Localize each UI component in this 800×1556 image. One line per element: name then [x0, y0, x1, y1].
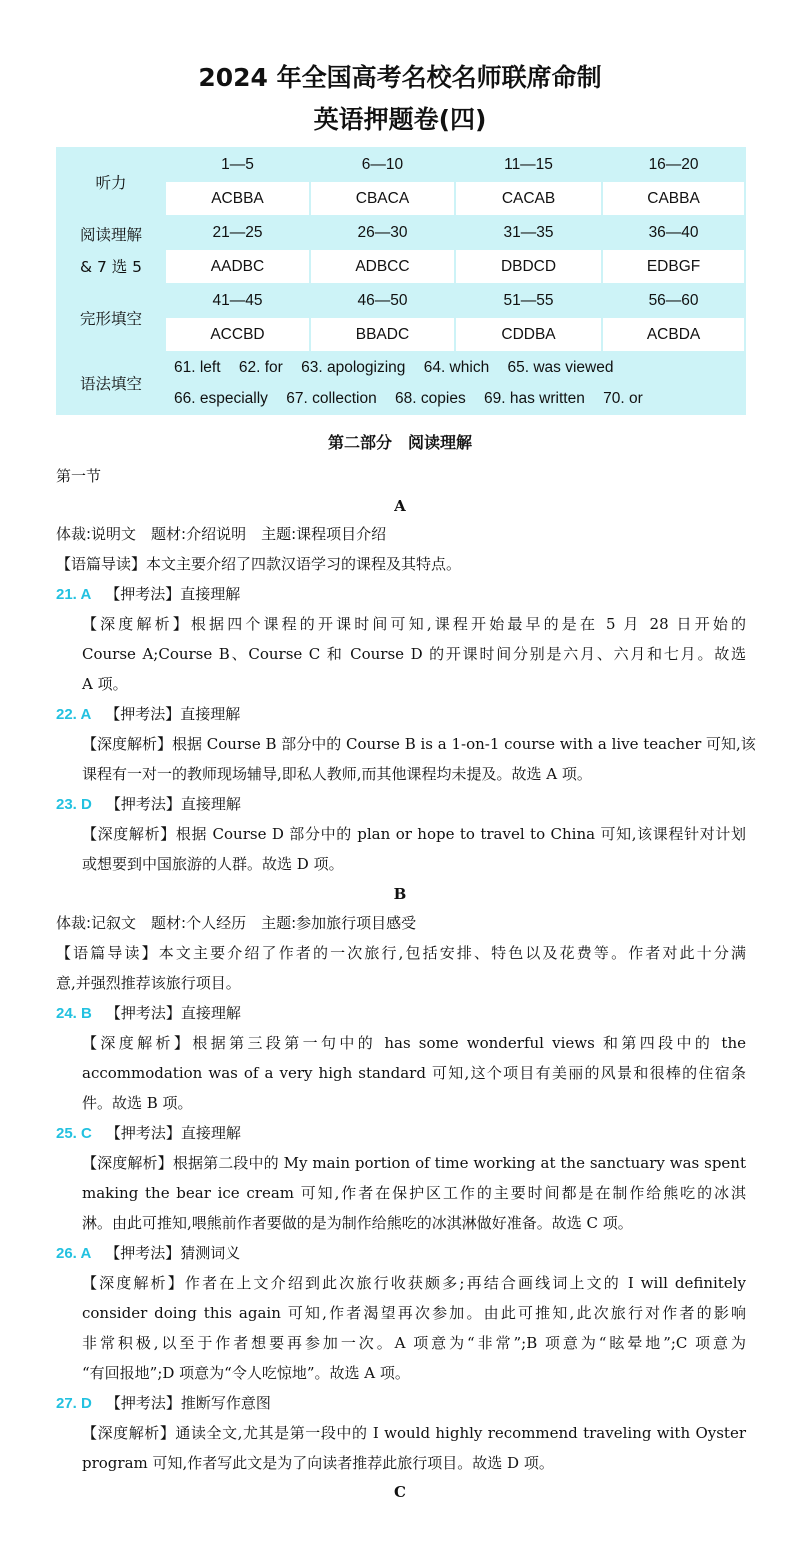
analysis-line: accommodation was of a very high standard 可知,这个项目有美丽的风景和很棒的住宿条 [82, 1064, 746, 1082]
analysis-line: 件。故选 B 项。 [82, 1094, 193, 1112]
answer-cell: ACBDA [602, 317, 745, 352]
question-method: 【押考法】直接理解 [105, 795, 241, 813]
question-method: 【押考法】直接理解 [105, 1124, 241, 1142]
grammar-answer: 64. which [423, 358, 490, 376]
analysis-line [82, 1418, 746, 1448]
analysis-label: 【深度解析】 [82, 1424, 176, 1442]
range-cell: 56—60 [602, 284, 745, 317]
question-header [56, 789, 746, 820]
analysis-line: 课程有一对一的教师现场辅导,即私人教师,而其他课程均未提及。故选 A 项。 [82, 765, 592, 783]
analysis-label: 【深度解析】 [82, 615, 191, 633]
table-row [57, 216, 745, 249]
question-number: 26. A [56, 1245, 92, 1262]
passage-letter-a: A [394, 497, 406, 515]
passage-meta: 体裁:说明文 题材:介绍说明 主题:课程项目介绍 [56, 525, 387, 543]
guide-text: 本文主要介绍了四款汉语学习的课程及其特点。 [146, 555, 462, 573]
analysis-label: 【深度解析】 [82, 1034, 193, 1052]
analysis-line: making the bear ice cream 可知,作者在保护区工作的主要时间都是在制作给熊吃的冰淇 [82, 1184, 746, 1202]
guide-text: 意,并强烈推荐该旅行项目。 [56, 974, 241, 992]
analysis-line [82, 1148, 746, 1178]
category-reading [57, 216, 165, 284]
question-method: 【押考法】推断写作意图 [105, 1394, 271, 1412]
part-title: 第二部分 阅读理解 [327, 433, 472, 452]
question-number: 25. C [56, 1125, 92, 1142]
guide-label: 【语篇导读】 [56, 555, 147, 573]
category-cloze: 完形填空 [57, 284, 165, 352]
passage-letter-b: B [393, 885, 407, 903]
analysis-label: 【深度解析】 [82, 1274, 185, 1292]
grammar-answer: 61. left [174, 358, 221, 376]
range-cell: 21—25 [165, 216, 310, 249]
analysis-line: “有回报地”;D 项意为“令人吃惊地”。故选 A 项。 [82, 1364, 410, 1382]
analysis-line: 淋。由此可推知,喂熊前作者要做的是为制作给熊吃的冰淇淋做好准备。故选 C 项。 [82, 1214, 633, 1232]
analysis-line: consider doing this again 可知,作者渴望再次参加。由此可推知,此次旅行对作者的影响 [82, 1304, 746, 1322]
page-title: 2024 年全国高考名校名师联席命制 [198, 63, 602, 92]
table-row [57, 148, 745, 181]
answer-cell: BBADC [310, 317, 455, 352]
answer-cell: EDBGF [602, 249, 745, 284]
question-header [56, 1118, 746, 1149]
grammar-answer: 67. collection [286, 389, 377, 407]
grammar-answer: 69. has written [484, 389, 585, 407]
question-header [56, 998, 746, 1029]
analysis-line [82, 729, 756, 759]
range-cell: 11—15 [455, 148, 602, 181]
question-header [56, 699, 746, 730]
question-number: 27. D [56, 1395, 92, 1412]
analysis-label: 【深度解析】 [82, 825, 176, 843]
question-method: 【押考法】猜测词义 [105, 1244, 241, 1262]
table-row [57, 284, 745, 317]
grammar-answer: 68. copies [395, 389, 466, 407]
range-cell: 51—55 [455, 284, 602, 317]
grammar-answers-row1 [165, 352, 745, 383]
passage-guide [56, 549, 746, 579]
analysis-text: 根据四个课程的开课时间可知,课程开始最早的是在 5 月 28 日开始的 [190, 615, 746, 633]
answer-cell: ADBCC [310, 249, 455, 284]
question-number: 23. D [56, 796, 92, 813]
analysis-text: 根据第三段第一句中的 has some wonderful views 和第四段中的 the [192, 1034, 746, 1052]
range-cell: 46—50 [310, 284, 455, 317]
grammar-answer: 62. for [238, 358, 283, 376]
analysis-line: 非常积极,以至于作者想要再参加一次。A 项意为“非常”;B 项意为“眩晕地”;C 项意为 [82, 1334, 746, 1352]
question-header [56, 1388, 746, 1419]
analysis-line [82, 819, 746, 849]
grammar-answer: 66. especially [174, 389, 268, 407]
analysis-text: 根据第二段中的 My main portion of time working at the sanctuary was spent [172, 1154, 746, 1172]
answer-cell: DBDCD [455, 249, 602, 284]
category-grammar: 语法填空 [57, 352, 165, 414]
question-header [56, 579, 746, 610]
answer-cell: AADBC [165, 249, 310, 284]
passage-letter-c: C [394, 1483, 406, 1501]
analysis-label: 【深度解析】 [82, 735, 173, 753]
answer-cell: CACAB [455, 181, 602, 216]
range-cell: 1—5 [165, 148, 310, 181]
analysis-label: 【深度解析】 [82, 1154, 173, 1172]
table-row [57, 352, 745, 383]
question-method: 【押考法】直接理解 [105, 1004, 241, 1022]
analysis-line [82, 609, 746, 639]
passage-meta: 体裁:记叙文 题材:个人经历 主题:参加旅行项目感受 [56, 914, 417, 932]
grammar-answers-row2 [165, 383, 745, 414]
grammar-answer: 65. was viewed [507, 358, 614, 376]
answer-cell: ACCBD [165, 317, 310, 352]
section-title: 第一节 [56, 467, 102, 485]
question-number: 21. A [56, 586, 92, 603]
range-cell: 26—30 [310, 216, 455, 249]
analysis-text: 作者在上文介绍到此次旅行收获颇多;再结合画线词上文的 I will definitely [184, 1274, 746, 1292]
passage-guide [56, 938, 746, 968]
answer-cell: ACBBA [165, 181, 310, 216]
range-cell: 6—10 [310, 148, 455, 181]
analysis-line: 或想要到中国旅游的人群。故选 D 项。 [82, 855, 344, 873]
category-listening: 听力 [57, 148, 165, 216]
analysis-text: 通读全文,尤其是第一段中的 I would highly recommend traveling with Oyster [175, 1424, 746, 1442]
category-reading-line2: & 7 选 5 [79, 258, 143, 276]
question-number: 24. B [56, 1005, 92, 1022]
grammar-answer: 70. or [603, 389, 643, 407]
answer-cell: CABBA [602, 181, 745, 216]
analysis-text: 根据 Course B 部分中的 Course B is a 1-on-1 course with a live teacher 可知,该 [172, 735, 756, 753]
answer-cell: CBACA [310, 181, 455, 216]
category-reading-line1: 阅读理解 [79, 226, 142, 244]
analysis-line [82, 1268, 746, 1298]
analysis-line [82, 1028, 746, 1058]
guide-label: 【语篇导读】 [56, 944, 159, 962]
analysis-line: Course A;Course B、Course C 和 Course D 的开课时间分别是六月、六月和七月。故选 [82, 645, 746, 663]
grammar-answer: 63. apologizing [301, 358, 406, 376]
question-number: 22. A [56, 706, 92, 723]
guide-text: 本文主要介绍了作者的一次旅行,包括安排、特色以及花费等。作者对此十分满 [158, 944, 746, 962]
question-method: 【押考法】直接理解 [105, 585, 241, 603]
range-cell: 16—20 [602, 148, 745, 181]
analysis-line: program 可知,作者写此文是为了向读者推荐此旅行项目。故选 D 项。 [82, 1454, 554, 1472]
answer-cell: CDDBA [455, 317, 602, 352]
answer-key-table [56, 147, 746, 415]
range-cell: 31—35 [455, 216, 602, 249]
analysis-line: A 项。 [82, 675, 128, 693]
question-method: 【押考法】直接理解 [105, 705, 241, 723]
range-cell: 41—45 [165, 284, 310, 317]
question-header [56, 1238, 746, 1269]
page-subtitle: 英语押题卷(四) [313, 105, 487, 134]
analysis-text: 根据 Course D 部分中的 plan or hope to travel to China 可知,该课程针对计划 [175, 825, 746, 843]
range-cell: 36—40 [602, 216, 745, 249]
